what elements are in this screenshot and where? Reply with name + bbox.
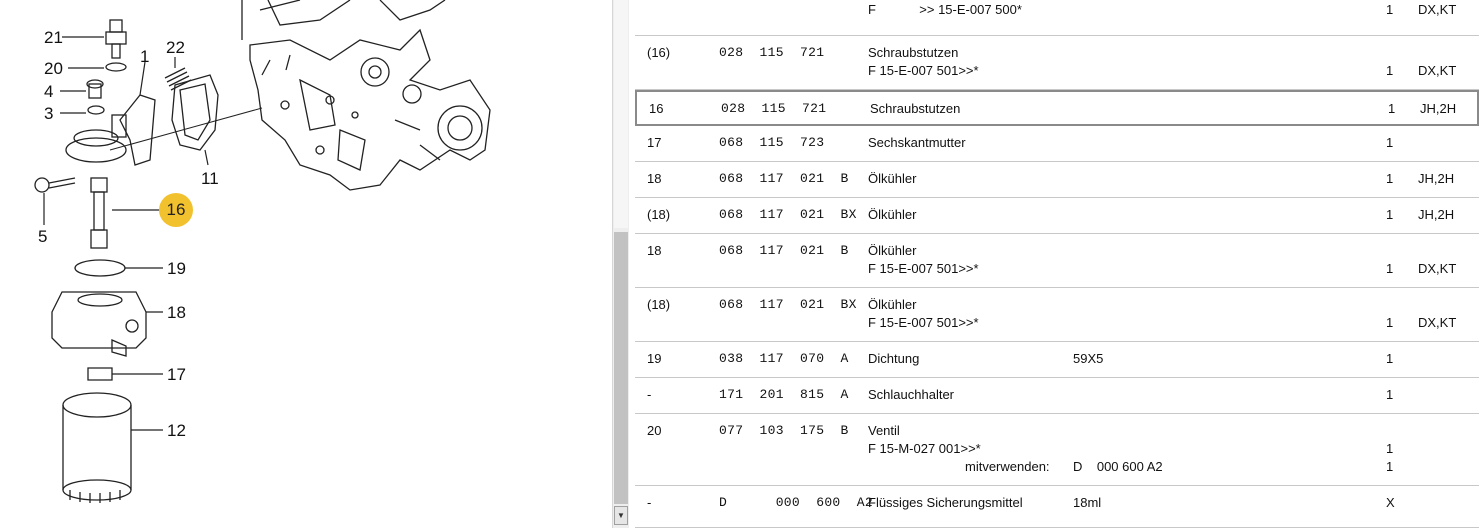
part-quantity: 1 [1386, 63, 1394, 78]
parts-row[interactable] [635, 234, 1479, 288]
part-16-drawing [91, 178, 107, 248]
part-description: F 15-E-007 501>>* [868, 315, 979, 330]
engine-block-sketch [242, 0, 490, 190]
part-quantity: 1 [1386, 261, 1394, 276]
part-1-drawing [66, 95, 155, 165]
part-position: 19 [647, 351, 662, 366]
part-description: Ventil [868, 423, 900, 438]
scrollbar-track[interactable] [614, 232, 628, 504]
part-position: 16 [649, 101, 664, 116]
part-number: 038 117 070 A [719, 351, 849, 366]
parts-row[interactable] [635, 342, 1479, 378]
exploded-view-drawing [0, 0, 612, 528]
part-models: DX,KT [1418, 63, 1457, 78]
parts-row[interactable] [635, 198, 1479, 234]
part-quantity: 1 [1388, 101, 1396, 116]
parts-row[interactable] [635, 288, 1479, 342]
part-quantity: 1 [1386, 351, 1394, 366]
callout-3[interactable]: 3 [44, 104, 54, 123]
part-description: F >> 15-E-007 500* [868, 2, 1022, 17]
part-extra-info: D 000 600 A2 [1073, 459, 1163, 474]
part-20-drawing [106, 63, 126, 71]
part-3-drawing [88, 106, 104, 114]
part-quantity: 1 [1386, 315, 1394, 330]
part-description: F 15-E-007 501>>* [868, 63, 979, 78]
part-models: DX,KT [1418, 315, 1457, 330]
part-number: 068 117 021 B [719, 171, 849, 186]
callout-5[interactable]: 5 [38, 227, 48, 246]
part-extra-info: 59X5 [1073, 351, 1104, 366]
part-quantity: 1 [1386, 2, 1394, 17]
part-12-drawing [63, 393, 131, 503]
scrollbar-upper-area[interactable] [614, 0, 628, 228]
part-quantity: 1 [1386, 171, 1394, 186]
part-quantity: 1 [1386, 387, 1394, 402]
part-description: Schlauchhalter [868, 387, 954, 402]
callout-22[interactable]: 22 [166, 38, 185, 57]
part-models: JH,2H [1418, 207, 1455, 222]
scroll-down-arrow-icon[interactable]: ▼ [614, 506, 628, 525]
parts-row[interactable] [635, 378, 1479, 414]
part-description: Sechskantmutter [868, 135, 966, 150]
part-position: (18) [647, 297, 671, 312]
part-4-drawing [87, 80, 103, 98]
part-17-drawing [88, 368, 112, 380]
callout-1[interactable]: 1 [140, 47, 150, 66]
part-number: 028 115 721 [721, 101, 827, 116]
part-number: 077 103 175 B [719, 423, 849, 438]
part-position: (16) [647, 45, 671, 60]
part-quantity: 1 [1386, 441, 1394, 456]
part-models: DX,KT [1418, 2, 1457, 17]
callout-18[interactable]: 18 [167, 303, 186, 322]
part-description: Schraubstutzen [868, 45, 959, 60]
part-description: Flüssiges Sicherungsmittel [868, 495, 1023, 510]
callout-21[interactable]: 21 [44, 28, 63, 47]
part-models: DX,KT [1418, 261, 1457, 276]
callout-4[interactable]: 4 [44, 82, 54, 101]
part-number: 068 117 021 BX [719, 207, 857, 222]
parts-list-table [629, 0, 1479, 528]
parts-row[interactable] [635, 414, 1479, 486]
part-position: (18) [647, 207, 671, 222]
parts-row[interactable] [635, 0, 1479, 36]
part-description: F 15-E-007 501>>* [868, 261, 979, 276]
parts-row[interactable] [635, 162, 1479, 198]
parts-row[interactable] [635, 486, 1479, 528]
vertical-scrollbar[interactable] [612, 0, 629, 528]
part-quantity: 1 [1386, 459, 1394, 474]
part-number: D 000 600 A2 [719, 495, 873, 510]
part-quantity: 1 [1386, 135, 1394, 150]
part-position: 17 [647, 135, 662, 150]
part-description: F 15-M-027 001>>* [868, 441, 981, 456]
part-number: 171 201 815 A [719, 387, 849, 402]
part-19-drawing [75, 260, 125, 276]
callout-19[interactable]: 19 [167, 259, 186, 278]
part-position: 18 [647, 171, 662, 186]
part-quantity: X [1386, 495, 1395, 510]
part-21-drawing [106, 20, 126, 58]
part-5-drawing [35, 178, 75, 192]
part-position: 18 [647, 243, 662, 258]
part-position: 20 [647, 423, 662, 438]
part-description: Ölkühler [868, 171, 917, 186]
parts-row[interactable] [635, 126, 1479, 162]
part-description: Schraubstutzen [870, 101, 961, 116]
part-description: mitverwenden: [965, 459, 1050, 474]
part-number: 068 117 021 BX [719, 297, 857, 312]
part-22-drawing [165, 68, 191, 90]
callout-20[interactable]: 20 [44, 59, 63, 78]
callout-17[interactable]: 17 [167, 365, 186, 384]
part-models: JH,2H [1420, 101, 1457, 116]
parts-row[interactable] [635, 36, 1479, 90]
part-description: Ölkühler [868, 297, 917, 312]
part-models: JH,2H [1418, 171, 1455, 186]
parts-row-selected[interactable] [635, 90, 1479, 126]
part-description: Ölkühler [868, 243, 917, 258]
part-position: - [647, 387, 652, 402]
callout-16-highlighted[interactable]: 16 [159, 193, 193, 227]
part-quantity: 1 [1386, 207, 1394, 222]
callout-12[interactable]: 12 [167, 421, 186, 440]
part-description: Dichtung [868, 351, 920, 366]
callout-11[interactable]: 11 [201, 169, 219, 188]
part-extra-info: 18ml [1073, 495, 1102, 510]
part-number: 068 115 723 [719, 135, 825, 150]
part-position: - [647, 495, 652, 510]
parts-diagram [0, 0, 612, 528]
part-number: 028 115 721 [719, 45, 825, 60]
part-number: 068 117 021 B [719, 243, 849, 258]
part-18-drawing [52, 292, 146, 356]
part-description: Ölkühler [868, 207, 917, 222]
